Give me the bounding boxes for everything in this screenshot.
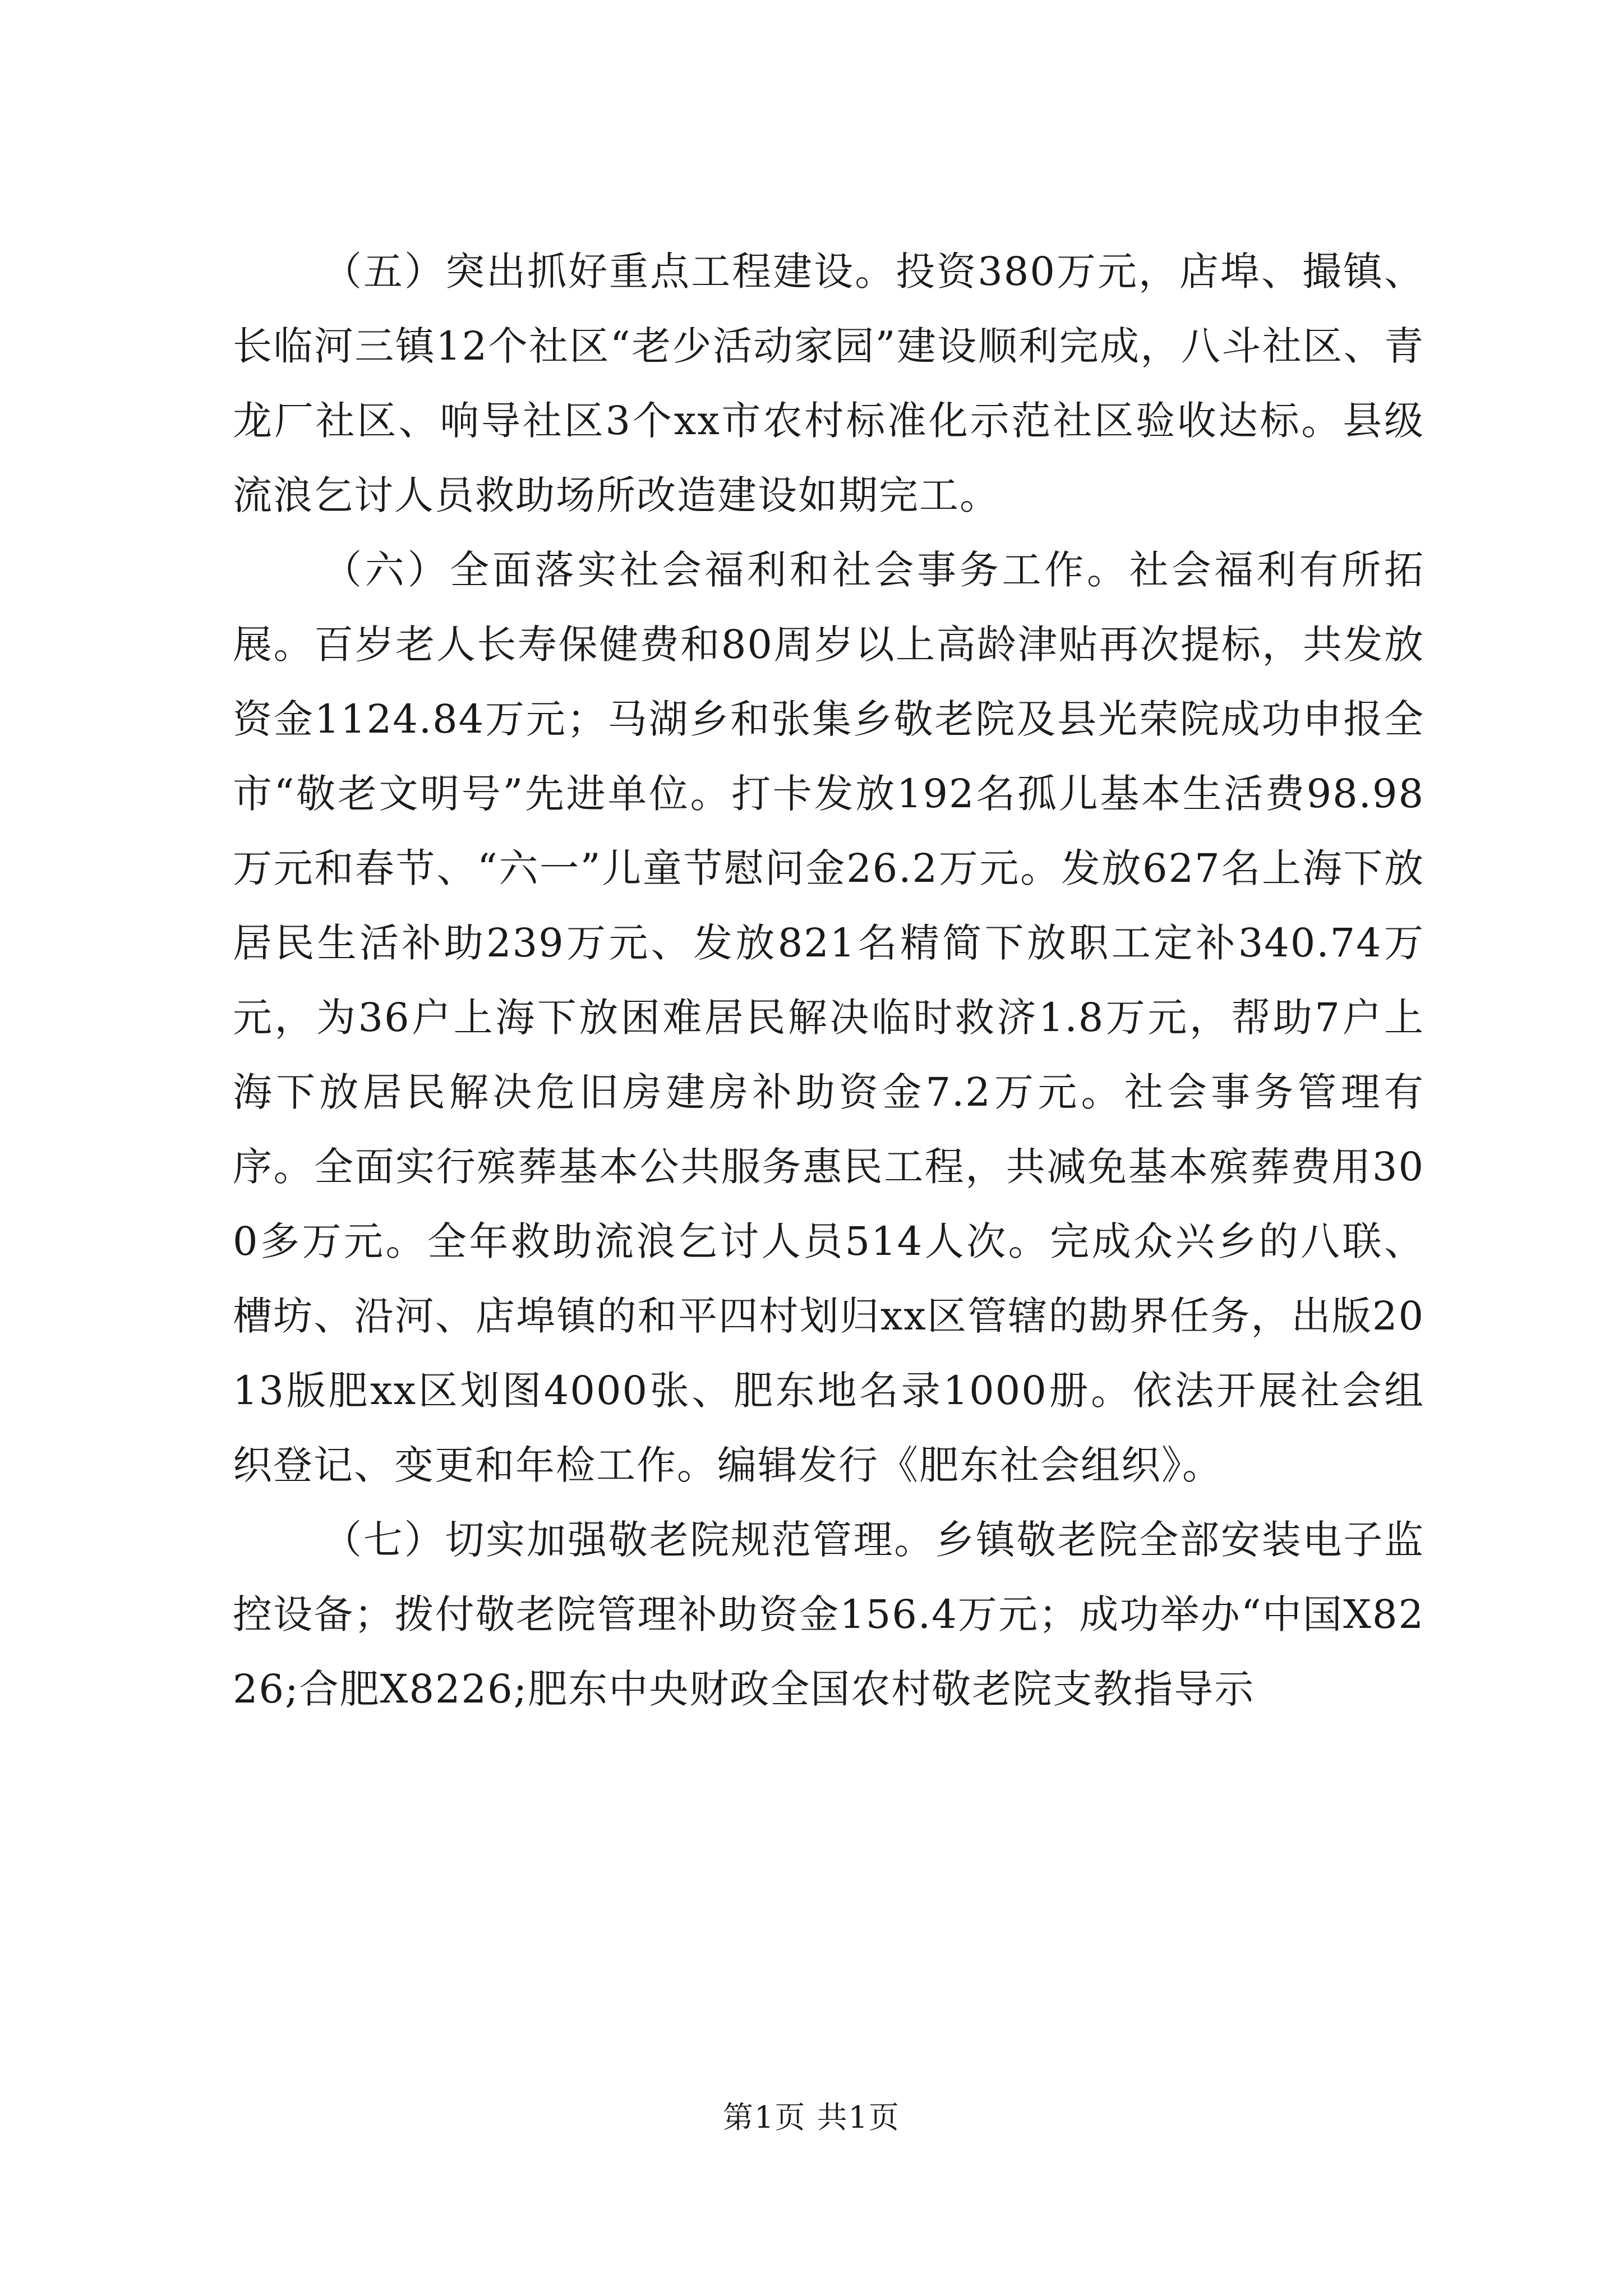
- paragraph-6: （六）全面落实社会福利和社会事务工作。社会福利有所拓展。百岁老人长寿保健费和80周岁以上高龄津贴再次提标，共发放资金1124.84万元；马湖乡和张集乡敬老院及县光荣院成功申报全市“敬老文明号”先进单位。打卡发放192名孤儿基本生活费98.98万元和春节、“六一”儿童节慰问金26.2万元。发放627名上海下放居民生活补助239万元、发放821名精简下放职工定补340.74万元，为36户上海下放困难居民解决临时救济1.8万元，帮助7户上海下放居民解决危旧房建房补助资金7.2万元。社会事务管理有序。全面实行殡葬基本公共服务惠民工程，共减免基本殡葬费用300多万元。全年救助流浪乞讨人员514人次。完成众兴乡的八联、槽坊、沿河、店埠镇的和平四村划归xx区管辖的勘界任务，出版2013版肥xx区划图4000张、肥东地名录1000册。依法开展社会组织登记、变更和年检工作。编辑发行《肥东社会组织》。: [233, 547, 1424, 1488]
- page-footer: 第1页 共1页: [723, 2100, 900, 2135]
- paragraph-7: （七）切实加强敬老院规范管理。乡镇敬老院全部安装电子监控设备；拨付敬老院管理补助资金156.4万元；成功举办“中国X8226;合肥X8226;肥东中央财政全国农村敬老院支教指导示: [233, 1517, 1424, 1712]
- document-body: [233, 234, 1424, 1727]
- paragraph-5: （五）突出抓好重点工程建设。投资380万元，店埠、撮镇、长临河三镇12个社区“老少活动家园”建设顺利完成，八斗社区、青龙厂社区、响导社区3个xx市农村标准化示范社区验收达标。县级流浪乞讨人员救助场所改造建设如期完工。: [233, 249, 1424, 518]
